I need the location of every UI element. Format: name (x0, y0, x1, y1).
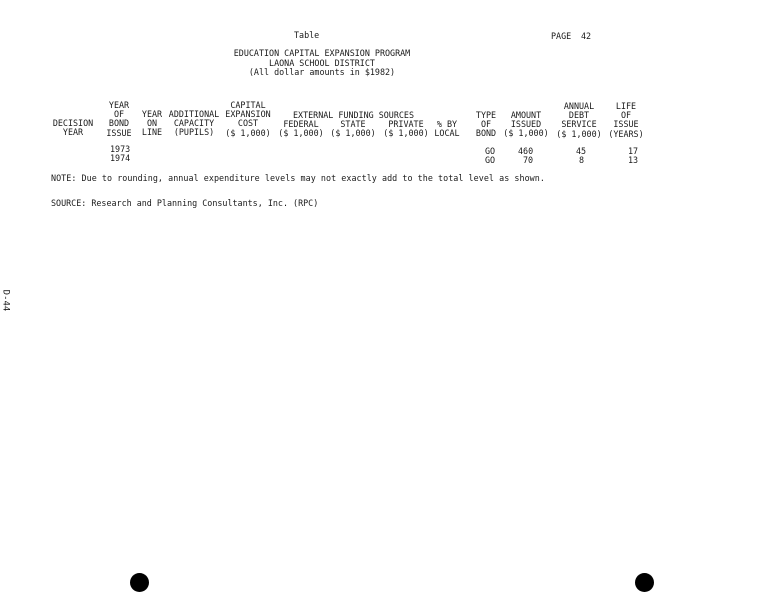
table-source: SOURCE: Research and Planning Consultants, Inc. (RPC) (51, 198, 319, 208)
row-bond-issue-year: 1973 (110, 144, 131, 154)
row-amount-issued: 70 (523, 155, 534, 165)
row-bond-issue-year: 1974 (110, 153, 131, 163)
page-number-label: PAGE (551, 31, 572, 41)
row-amount-issued: 460 (518, 146, 534, 156)
header-state: STATE ($ 1,000) (330, 119, 376, 139)
side-page-tag: D-44 (0, 289, 11, 312)
header-additional-capacity: ADDITIONAL CAPACITY (PUPILS) (168, 109, 220, 138)
page-number: 42 (581, 31, 592, 41)
header-pct-local: % BY LOCAL (434, 119, 460, 139)
row-bond-type: GO (485, 155, 496, 165)
report-title: EDUCATION CAPITAL EXPANSION PROGRAM (233, 48, 411, 58)
header-bond-type: TYPE OF BOND (475, 110, 497, 139)
table-note: NOTE: Due to rounding, annual expenditure levels may not exactly add to the total level as shown. (51, 173, 545, 183)
row-bond-type: GO (485, 146, 496, 156)
report-district: LAONA SCHOOL DISTRICT (269, 57, 375, 68)
punch-hole-right (635, 573, 654, 592)
header-annual-debt-service: ANNUAL DEBT SERVICE ($ 1,000) (556, 101, 602, 139)
punch-hole-left (130, 573, 149, 592)
page-title: Table (294, 30, 320, 40)
row-annual-debt-service: 45 (576, 146, 587, 156)
header-external-funding-sources: EXTERNAL FUNDING SOURCES (293, 110, 415, 120)
header-bond-issue-year: YEAR OF BOND ISSUE (106, 100, 132, 138)
header-amount-issued: AMOUNT ISSUED ($ 1,000) (503, 110, 549, 139)
row-life-of-issue: 13 (628, 155, 639, 165)
report-heading (200, 49, 444, 78)
header-capital-expansion-cost: CAPITAL EXPANSION COST ($ 1,000) (225, 100, 271, 138)
row-life-of-issue: 17 (628, 146, 639, 156)
header-private: PRIVATE ($ 1,000) (383, 119, 429, 139)
row-annual-debt-service: 8 (579, 155, 585, 165)
header-federal: FEDERAL ($ 1,000) (278, 119, 324, 139)
report-units-note: (All dollar amounts in $1982) (248, 67, 396, 77)
header-decision-year: DECISION YEAR (52, 118, 94, 138)
header-life-of-issue: LIFE OF ISSUE (YEARS) (608, 101, 644, 139)
header-year-on-line: YEAR ON LINE (141, 109, 163, 138)
